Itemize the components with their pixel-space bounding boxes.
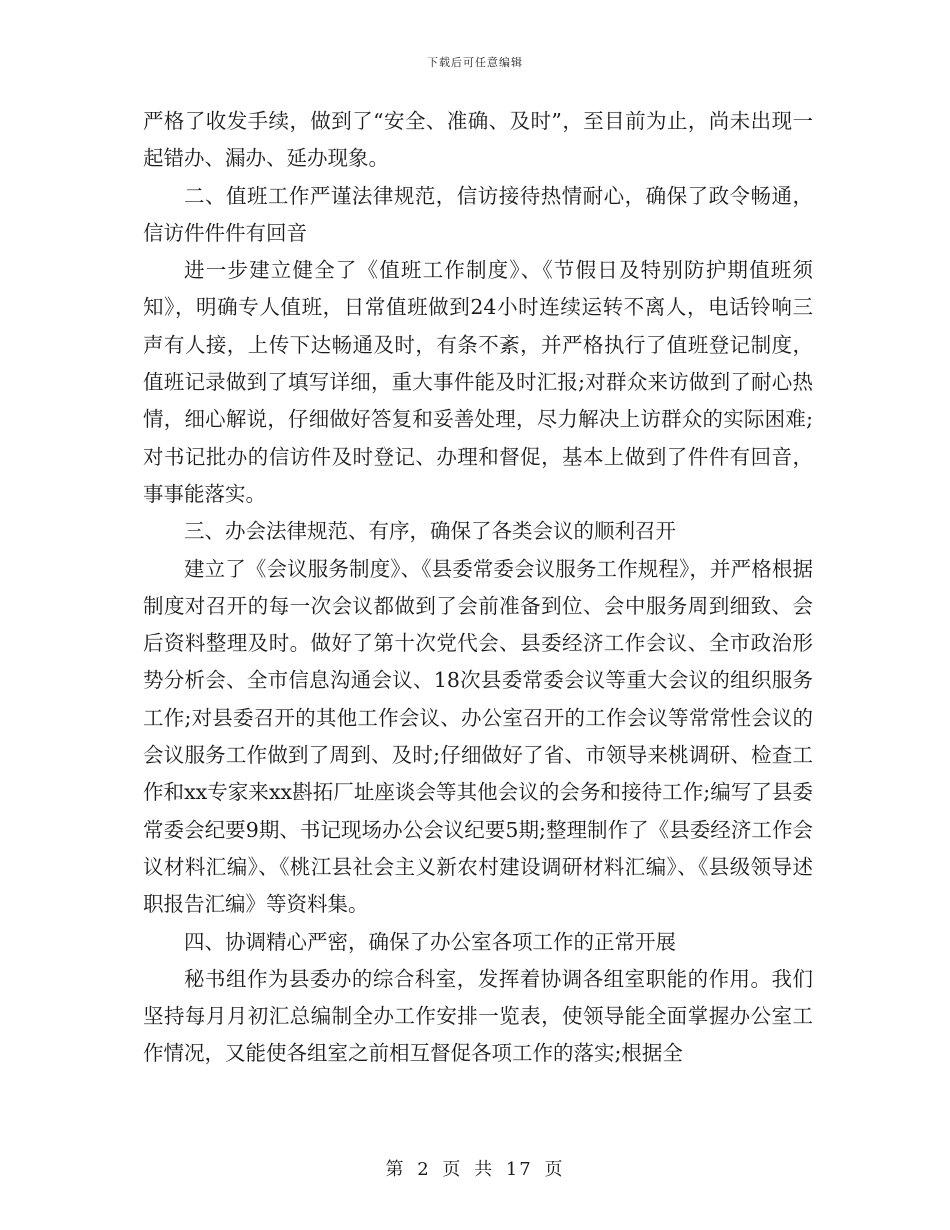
- page-header: 下载后可任意编辑: [427, 56, 523, 69]
- paragraph-duty: 进一步建立健全了《值班工作制度》、《节假日及特别防护期值班须知》，明确专人值班，日常值班做到24小时连续运转不离人，电话铃响三声有人接，上传下达畅通及时，有条不紊，并严格执行了值班登记制度，值班记录做到了填写详细，重大事件能及时汇报;对群众来访做到了耐心热情，细心解说，仔细做好答复和妥善处理，尽力解决上访群众的实际困难;对书记批办的信访件及时登记、办理和督促，基本上做到了件件有回音，事事能落实。: [143, 258, 813, 506]
- paragraph-1: 严格了收发手续，做到了“安全、准确、及时”，至目前为止，尚未出现一起错办、漏办、延办现象。: [143, 109, 813, 171]
- page-number-footer: 第 2 页 共 17 页: [385, 1159, 565, 1180]
- section-heading-4: 四、协调精心严密，确保了办公室各项工作的正常开展: [184, 929, 676, 954]
- paragraph-meetings: 建立了《会议服务制度》、《县委常委会议服务工作规程》，并严格根据制度对召开的每一次会议都做到了会前准备到位、会中服务周到细致、会后资料整理及时。做好了第十次党代会、县委经济工作会议、全市政治形势分析会、全市信息沟通会议、18次县委常委会议等重大会议的组织服务工作;对县委召开的其他工作会议、办公室召开的工作会议等常常性会议的会议服务工作做到了周到、及时;仔细做好了省、市领导来桃调研、检查工作和xx专家来xx斟拓厂址座谈会等其他会议的会务和接待工作;编写了县委常委会纪要9期、书记现场办公会议纪要5期;整理制作了《县委经济工作会议材料汇编》、《桃江县社会主义新农村建设调研材料汇编》、《县级领导述职报告汇编》等资料集。: [143, 556, 813, 917]
- section-heading-2: 二、值班工作严谨法律规范，信访接待热情耐心，确保了政令畅通，信访件件件有回音: [143, 183, 813, 245]
- paragraph-coordination: 秘书组作为县委办的综合科室，发挥着协调各组室职能的作用。我们坚持每月月初汇总编制全办工作安排一览表，使领导能全面掌握办公室工作情况，又能使各组室之前相互督促各项工作的落实;根据全: [143, 966, 813, 1066]
- document-body: [143, 103, 813, 1073]
- section-heading-3: 三、办会法律规范、有序，确保了各类会议的顺利召开: [184, 519, 676, 544]
